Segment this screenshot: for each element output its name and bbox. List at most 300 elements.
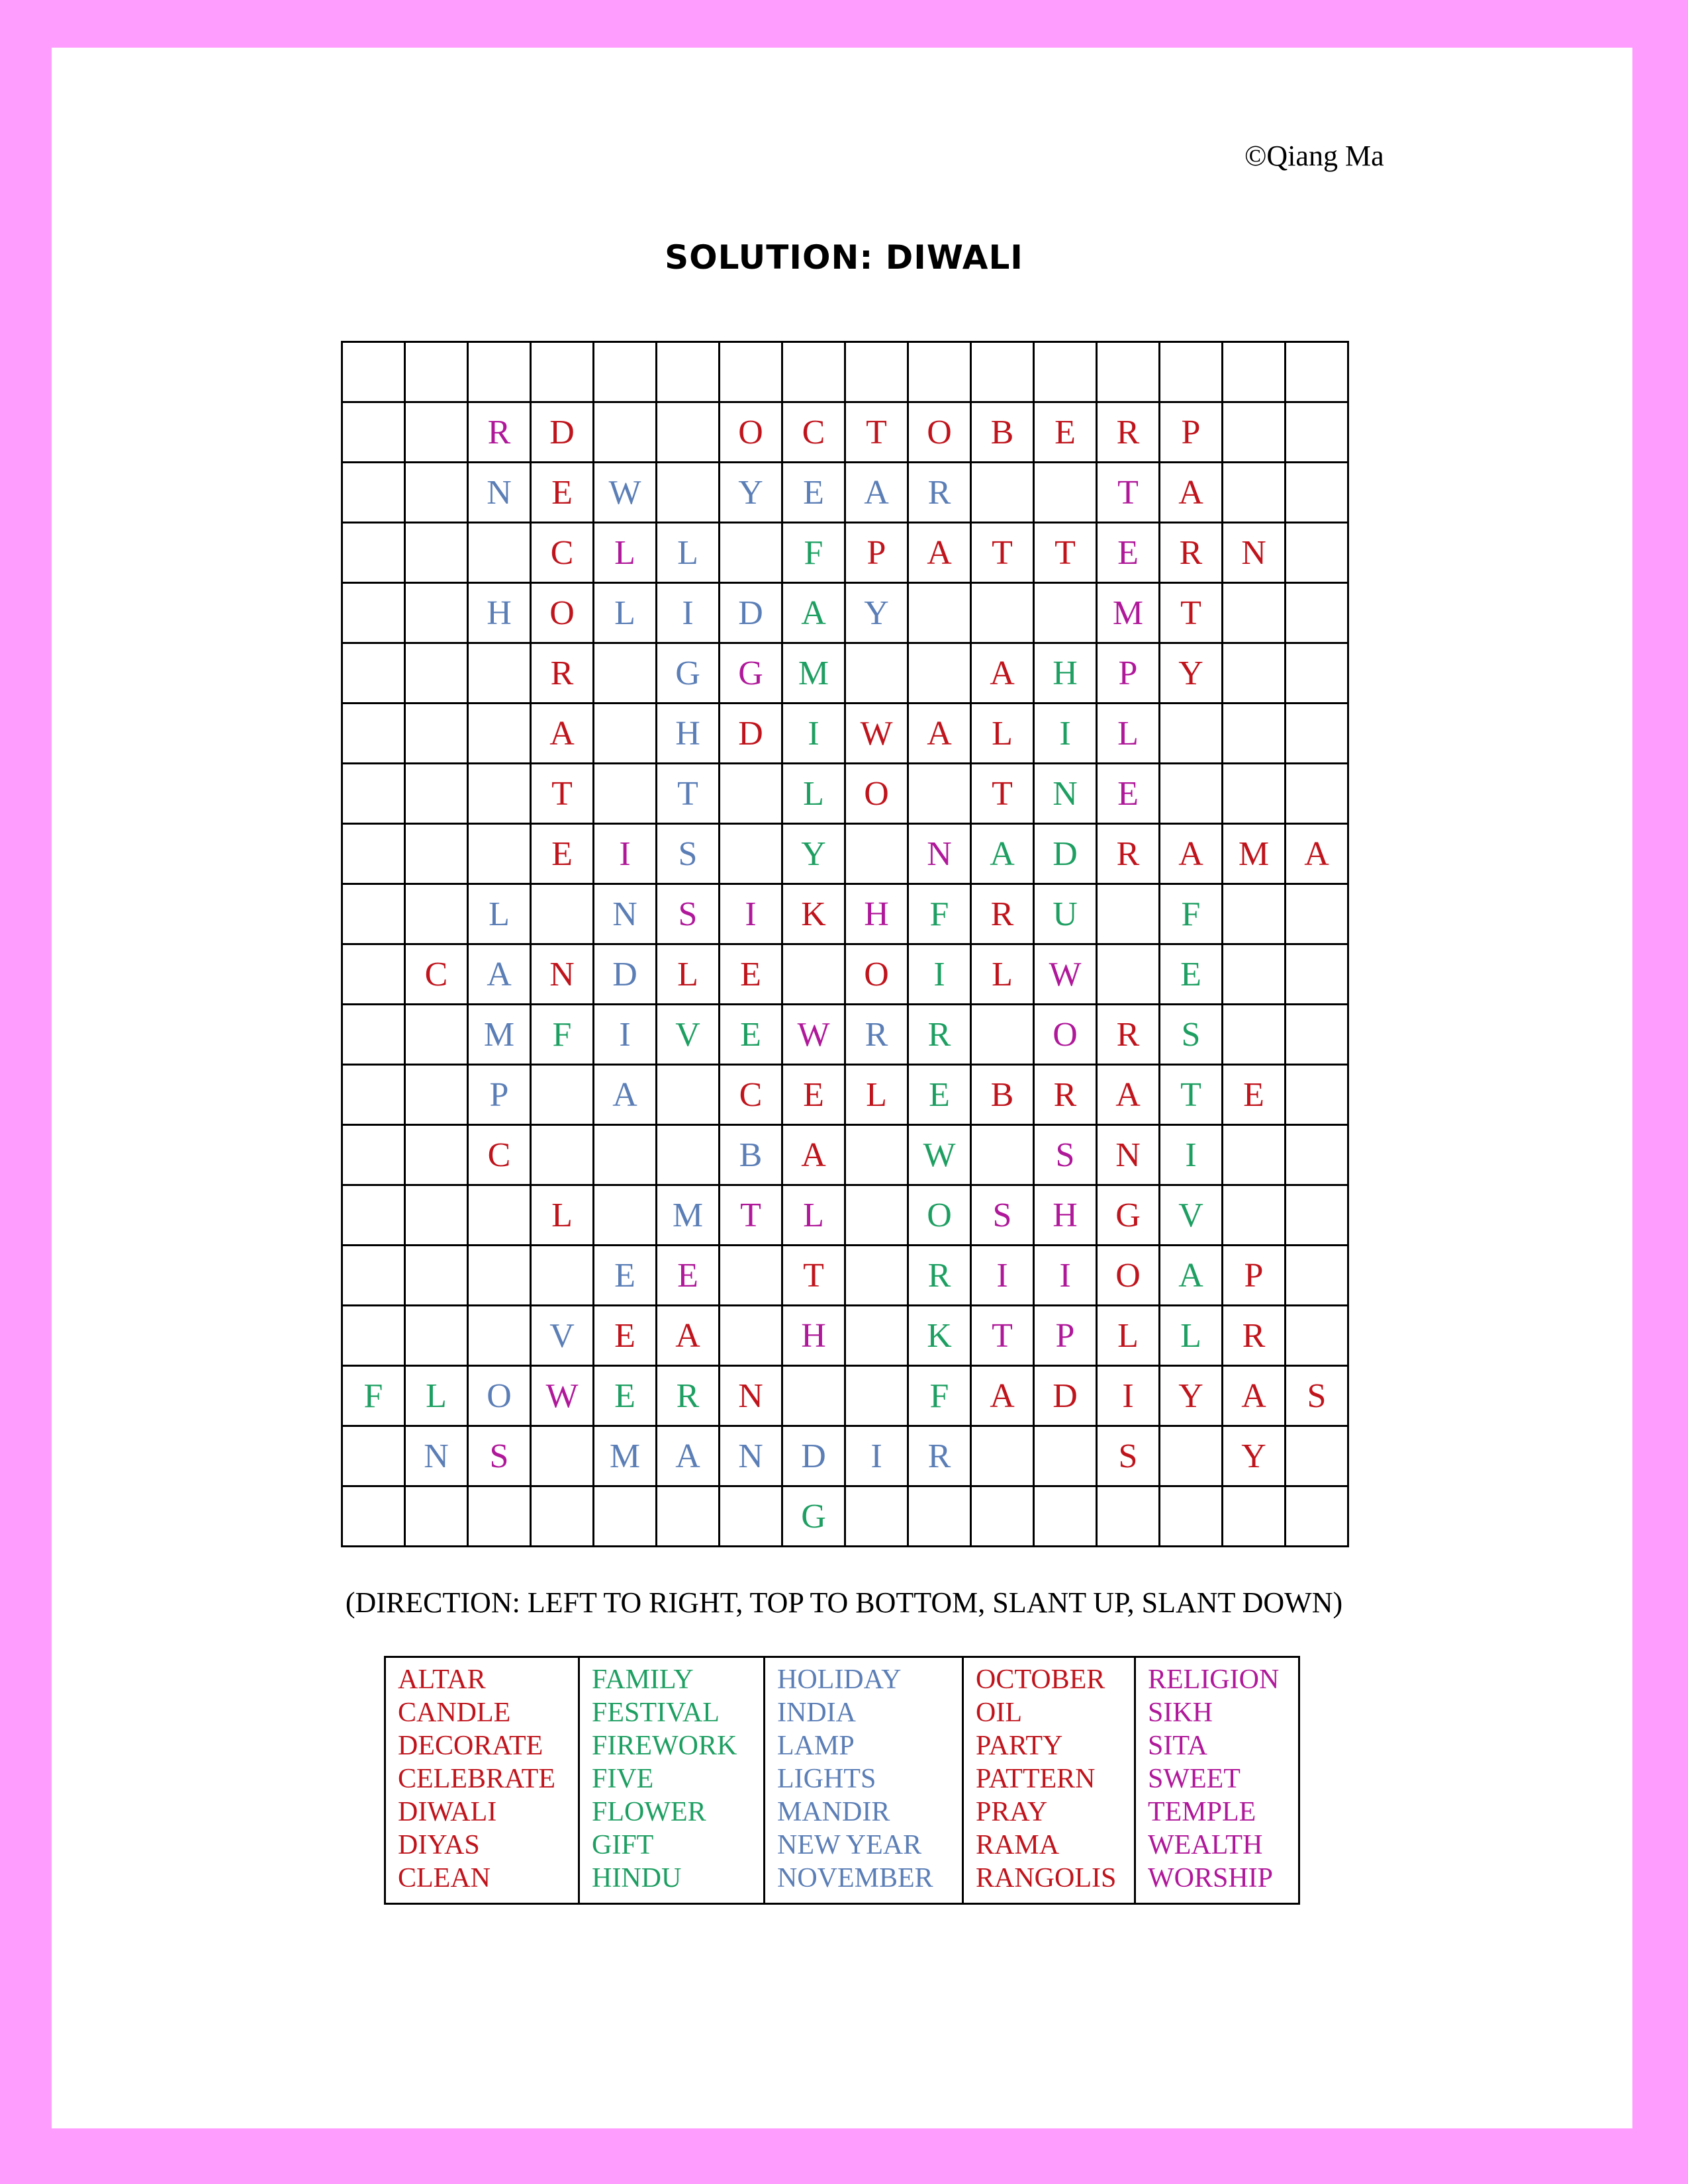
grid-cell: [1034, 1426, 1097, 1486]
grid-cell: Y: [720, 463, 782, 523]
grid-cell: [845, 643, 908, 704]
grid-cell: [405, 342, 468, 402]
grid-row: [342, 643, 1348, 704]
grid-row: [342, 1366, 1348, 1426]
grid-cell: O: [908, 402, 971, 463]
grid-cell: F: [782, 523, 845, 583]
grid-cell: [1286, 402, 1348, 463]
grid-cell: M: [594, 1426, 657, 1486]
grid-cell: S: [468, 1426, 531, 1486]
word-list-item: HINDU: [592, 1863, 682, 1893]
grid-cell: [1223, 704, 1286, 764]
grid-cell: A: [1286, 824, 1348, 884]
grid-cell: L: [971, 704, 1034, 764]
grid-cell: [342, 643, 405, 704]
grid-cell: [405, 824, 468, 884]
grid-cell: [1223, 402, 1286, 463]
grid-cell: B: [971, 1065, 1034, 1125]
grid-cell: [720, 1486, 782, 1547]
grid-cell: R: [1097, 402, 1160, 463]
grid-cell: S: [1097, 1426, 1160, 1486]
grid-cell: T: [1097, 463, 1160, 523]
grid-cell: [908, 1486, 971, 1547]
grid-cell: E: [782, 463, 845, 523]
grid-cell: [1160, 342, 1223, 402]
word-list-item: PARTY: [976, 1731, 1063, 1761]
grid-cell: [594, 704, 657, 764]
grid-cell: [908, 583, 971, 643]
word-list-item: FESTIVAL: [592, 1698, 720, 1728]
grid-cell: [720, 824, 782, 884]
word-list-item: SIKH: [1148, 1698, 1213, 1728]
grid-cell: [971, 1005, 1034, 1065]
grid-row: [342, 824, 1348, 884]
grid-cell: R: [845, 1005, 908, 1065]
grid-cell: [782, 944, 845, 1005]
word-list-item: RANGOLIS: [976, 1863, 1117, 1893]
grid-cell: O: [908, 1185, 971, 1246]
word-list-item: FIVE: [592, 1764, 654, 1794]
grid-cell: [405, 1306, 468, 1366]
word-list-item: RAMA: [976, 1830, 1060, 1860]
grid-cell: D: [782, 1426, 845, 1486]
grid-cell: F: [908, 884, 971, 944]
grid-cell: E: [908, 1065, 971, 1125]
grid-cell: E: [1097, 764, 1160, 824]
word-list-item: FLOWER: [592, 1797, 706, 1827]
grid-cell: M: [782, 643, 845, 704]
grid-cell: A: [657, 1426, 720, 1486]
grid-cell: [531, 1065, 594, 1125]
grid-cell: [405, 1185, 468, 1246]
grid-cell: [342, 944, 405, 1005]
grid-cell: [971, 583, 1034, 643]
grid-cell: [1034, 463, 1097, 523]
grid-cell: [531, 1486, 594, 1547]
grid-cell: A: [908, 523, 971, 583]
grid-cell: N: [468, 463, 531, 523]
word-list-item: MANDIR: [777, 1797, 890, 1827]
grid-cell: [405, 1125, 468, 1185]
grid-cell: R: [908, 463, 971, 523]
grid-cell: [971, 1125, 1034, 1185]
word-list-item: CELEBRATE: [398, 1764, 555, 1794]
grid-cell: [342, 1486, 405, 1547]
grid-cell: W: [782, 1005, 845, 1065]
grid-cell: Y: [845, 583, 908, 643]
grid-cell: [405, 1486, 468, 1547]
grid-cell: [657, 1125, 720, 1185]
grid-cell: [1034, 1486, 1097, 1547]
grid-cell: K: [908, 1306, 971, 1366]
grid-cell: E: [1097, 523, 1160, 583]
grid-cell: [1223, 1125, 1286, 1185]
grid-cell: [342, 463, 405, 523]
grid-cell: [782, 1366, 845, 1426]
grid-row: [342, 884, 1348, 944]
grid-cell: E: [531, 463, 594, 523]
grid-cell: [342, 1065, 405, 1125]
word-list-item: ALTAR: [398, 1664, 486, 1695]
grid-cell: A: [1160, 463, 1223, 523]
grid-cell: S: [1034, 1125, 1097, 1185]
grid-cell: W: [845, 704, 908, 764]
grid-cell: [1286, 1246, 1348, 1306]
grid-cell: [1034, 583, 1097, 643]
grid-cell: [720, 342, 782, 402]
grid-cell: [342, 824, 405, 884]
grid-cell: [1160, 1426, 1223, 1486]
grid-cell: V: [1160, 1185, 1223, 1246]
grid-cell: [594, 643, 657, 704]
grid-cell: [720, 1306, 782, 1366]
grid-cell: I: [1034, 1246, 1097, 1306]
grid-cell: N: [720, 1366, 782, 1426]
grid-cell: L: [1097, 1306, 1160, 1366]
grid-cell: T: [1034, 523, 1097, 583]
grid-cell: [657, 1065, 720, 1125]
grid-cell: R: [971, 884, 1034, 944]
grid-cell: N: [1223, 523, 1286, 583]
grid-cell: L: [971, 944, 1034, 1005]
grid-row: [342, 523, 1348, 583]
grid-cell: N: [1097, 1125, 1160, 1185]
grid-cell: V: [657, 1005, 720, 1065]
grid-cell: L: [1160, 1306, 1223, 1366]
grid-cell: [845, 1185, 908, 1246]
grid-cell: B: [971, 402, 1034, 463]
word-list-item: HOLIDAY: [777, 1664, 902, 1695]
grid-cell: T: [845, 402, 908, 463]
word-list-item: CLEAN: [398, 1863, 491, 1893]
grid-cell: [908, 643, 971, 704]
grid-cell: T: [971, 1306, 1034, 1366]
grid-cell: F: [342, 1366, 405, 1426]
grid-cell: [1097, 884, 1160, 944]
grid-cell: L: [594, 523, 657, 583]
grid-cell: [1286, 643, 1348, 704]
grid-cell: A: [971, 643, 1034, 704]
grid-row: [342, 463, 1348, 523]
grid-cell: Y: [1160, 1366, 1223, 1426]
word-list-item: SITA: [1148, 1731, 1207, 1761]
word-list: [384, 1656, 1300, 1905]
grid-cell: G: [720, 643, 782, 704]
grid-cell: S: [657, 824, 720, 884]
grid-cell: [845, 1306, 908, 1366]
grid-cell: T: [782, 1246, 845, 1306]
grid-cell: [342, 1125, 405, 1185]
grid-cell: I: [782, 704, 845, 764]
grid-cell: P: [845, 523, 908, 583]
grid-cell: [1286, 463, 1348, 523]
grid-cell: [1097, 1486, 1160, 1547]
grid-cell: R: [1160, 523, 1223, 583]
grid-cell: R: [468, 402, 531, 463]
grid-cell: [405, 1065, 468, 1125]
word-list-item: LIGHTS: [777, 1764, 876, 1794]
grid-cell: O: [1097, 1246, 1160, 1306]
grid-cell: V: [531, 1306, 594, 1366]
grid-cell: C: [782, 402, 845, 463]
grid-cell: [1223, 1185, 1286, 1246]
grid-cell: I: [657, 583, 720, 643]
grid-cell: [1223, 583, 1286, 643]
grid-cell: [657, 402, 720, 463]
grid-cell: [657, 1486, 720, 1547]
grid-cell: [342, 342, 405, 402]
grid-cell: O: [845, 764, 908, 824]
grid-cell: [468, 643, 531, 704]
grid-cell: G: [657, 643, 720, 704]
word-list-item: OCTOBER: [976, 1664, 1105, 1695]
grid-cell: E: [720, 944, 782, 1005]
grid-cell: D: [1034, 824, 1097, 884]
grid-cell: M: [1097, 583, 1160, 643]
grid-cell: [405, 463, 468, 523]
grid-cell: H: [845, 884, 908, 944]
grid-cell: [1286, 1125, 1348, 1185]
grid-cell: E: [1160, 944, 1223, 1005]
grid-row: [342, 944, 1348, 1005]
grid-cell: A: [845, 463, 908, 523]
grid-cell: N: [1034, 764, 1097, 824]
grid-cell: [720, 764, 782, 824]
grid-cell: [1286, 523, 1348, 583]
grid-cell: [405, 1005, 468, 1065]
word-list-item: NEW YEAR: [777, 1830, 922, 1860]
grid-row: [342, 402, 1348, 463]
grid-cell: E: [1223, 1065, 1286, 1125]
word-list-column: [1134, 1658, 1298, 1903]
grid-cell: T: [1160, 1065, 1223, 1125]
grid-cell: T: [531, 764, 594, 824]
word-list-item: PATTERN: [976, 1764, 1096, 1794]
word-list-item: DIYAS: [398, 1830, 480, 1860]
grid-row: [342, 764, 1348, 824]
grid-cell: [594, 1486, 657, 1547]
grid-cell: A: [971, 1366, 1034, 1426]
word-list-item: LAMP: [777, 1731, 855, 1761]
grid-cell: [468, 342, 531, 402]
grid-cell: T: [971, 523, 1034, 583]
grid-cell: [594, 764, 657, 824]
word-list-item: TEMPLE: [1148, 1797, 1256, 1827]
word-list-item: WEALTH: [1148, 1830, 1263, 1860]
grid-cell: R: [1097, 1005, 1160, 1065]
grid-cell: [342, 704, 405, 764]
grid-cell: A: [1097, 1065, 1160, 1125]
grid-cell: [342, 523, 405, 583]
grid-cell: Y: [1223, 1426, 1286, 1486]
grid-cell: [531, 1246, 594, 1306]
grid-cell: S: [657, 884, 720, 944]
grid-cell: L: [1097, 704, 1160, 764]
grid-cell: I: [594, 1005, 657, 1065]
grid-cell: [531, 1125, 594, 1185]
grid-cell: [845, 824, 908, 884]
grid-cell: M: [468, 1005, 531, 1065]
grid-cell: C: [720, 1065, 782, 1125]
grid-cell: [971, 342, 1034, 402]
grid-cell: I: [908, 944, 971, 1005]
grid-cell: [1286, 764, 1348, 824]
word-list-column: [763, 1658, 962, 1903]
grid-cell: [405, 1246, 468, 1306]
grid-cell: M: [657, 1185, 720, 1246]
grid-cell: [845, 1246, 908, 1306]
grid-cell: R: [908, 1246, 971, 1306]
grid-row: [342, 1486, 1348, 1547]
grid-cell: T: [657, 764, 720, 824]
grid-cell: G: [1097, 1185, 1160, 1246]
grid-cell: R: [531, 643, 594, 704]
grid-row: [342, 1065, 1348, 1125]
grid-cell: [971, 463, 1034, 523]
grid-cell: P: [1097, 643, 1160, 704]
grid-cell: S: [1286, 1366, 1348, 1426]
grid-cell: [468, 1246, 531, 1306]
grid-cell: D: [720, 583, 782, 643]
grid-cell: [1223, 463, 1286, 523]
grid-cell: [342, 583, 405, 643]
grid-cell: R: [908, 1426, 971, 1486]
grid-cell: [845, 1125, 908, 1185]
grid-cell: L: [657, 944, 720, 1005]
grid-cell: H: [657, 704, 720, 764]
grid-cell: I: [971, 1246, 1034, 1306]
grid-cell: [342, 402, 405, 463]
grid-cell: Y: [1160, 643, 1223, 704]
grid-cell: [594, 342, 657, 402]
grid-cell: [1223, 944, 1286, 1005]
grid-cell: R: [908, 1005, 971, 1065]
word-list-column: [962, 1658, 1134, 1903]
grid-cell: [1097, 944, 1160, 1005]
grid-cell: [908, 764, 971, 824]
grid-cell: N: [405, 1426, 468, 1486]
grid-cell: K: [782, 884, 845, 944]
grid-cell: I: [1034, 704, 1097, 764]
grid-cell: [531, 1426, 594, 1486]
grid-cell: F: [1160, 884, 1223, 944]
grid-cell: [405, 583, 468, 643]
grid-cell: P: [1160, 402, 1223, 463]
grid-cell: R: [1223, 1306, 1286, 1366]
grid-cell: R: [1097, 824, 1160, 884]
grid-cell: P: [468, 1065, 531, 1125]
grid-cell: P: [1223, 1246, 1286, 1306]
word-list-item: SWEET: [1148, 1764, 1241, 1794]
grid-cell: [1286, 1426, 1348, 1486]
grid-cell: O: [1034, 1005, 1097, 1065]
grid-cell: [720, 1246, 782, 1306]
grid-cell: U: [1034, 884, 1097, 944]
grid-cell: L: [657, 523, 720, 583]
grid-cell: I: [1097, 1366, 1160, 1426]
grid-cell: A: [908, 704, 971, 764]
grid-row: [342, 1005, 1348, 1065]
grid-cell: E: [657, 1246, 720, 1306]
grid-cell: F: [531, 1005, 594, 1065]
word-list-item: INDIA: [777, 1698, 856, 1728]
grid-cell: S: [1160, 1005, 1223, 1065]
grid-cell: N: [531, 944, 594, 1005]
grid-cell: W: [594, 463, 657, 523]
grid-cell: I: [845, 1426, 908, 1486]
grid-cell: G: [782, 1486, 845, 1547]
grid-cell: [468, 704, 531, 764]
grid-cell: [342, 1426, 405, 1486]
grid-cell: A: [971, 824, 1034, 884]
grid-cell: [1286, 1185, 1348, 1246]
grid-cell: [405, 764, 468, 824]
grid-cell: [657, 463, 720, 523]
grid-cell: E: [594, 1366, 657, 1426]
grid-cell: A: [1160, 1246, 1223, 1306]
grid-cell: A: [782, 1125, 845, 1185]
grid-cell: [342, 1306, 405, 1366]
grid-cell: [720, 523, 782, 583]
copyright: ©Qiang Ma: [1244, 140, 1384, 172]
grid-cell: D: [531, 402, 594, 463]
grid-cell: E: [531, 824, 594, 884]
grid-cell: [1097, 342, 1160, 402]
grid-cell: C: [468, 1125, 531, 1185]
grid-cell: H: [1034, 643, 1097, 704]
grid-row: [342, 342, 1348, 402]
grid-cell: [845, 1366, 908, 1426]
grid-cell: [405, 884, 468, 944]
grid-cell: W: [1034, 944, 1097, 1005]
grid-cell: A: [657, 1306, 720, 1366]
grid-cell: N: [908, 824, 971, 884]
grid-cell: O: [468, 1366, 531, 1426]
grid-cell: [1286, 1486, 1348, 1547]
grid-cell: [657, 342, 720, 402]
grid-cell: E: [782, 1065, 845, 1125]
grid-cell: A: [782, 583, 845, 643]
grid-cell: C: [405, 944, 468, 1005]
grid-cell: T: [1160, 583, 1223, 643]
grid-cell: [845, 342, 908, 402]
grid-cell: O: [845, 944, 908, 1005]
grid-cell: A: [1160, 824, 1223, 884]
grid-cell: [1223, 1486, 1286, 1547]
grid-cell: A: [468, 944, 531, 1005]
word-list-item: WORSHIP: [1148, 1863, 1274, 1893]
grid-row: [342, 1306, 1348, 1366]
word-list-column: [578, 1658, 763, 1903]
grid-cell: L: [782, 1185, 845, 1246]
grid-cell: [782, 342, 845, 402]
grid-cell: H: [468, 583, 531, 643]
grid-cell: [342, 1005, 405, 1065]
grid-cell: [594, 1185, 657, 1246]
grid-cell: [405, 402, 468, 463]
grid-cell: E: [1034, 402, 1097, 463]
page-title: SOLUTION: DIWALI: [665, 238, 1023, 277]
word-list-item: FIREWORK: [592, 1731, 737, 1761]
grid-cell: [1286, 704, 1348, 764]
direction-note: (DIRECTION: LEFT TO RIGHT, TOP TO BOTTOM, SLANT UP, SLANT DOWN): [345, 1586, 1343, 1619]
grid-cell: N: [594, 884, 657, 944]
grid-cell: D: [594, 944, 657, 1005]
grid-cell: [1286, 884, 1348, 944]
grid-cell: [468, 1306, 531, 1366]
grid-cell: E: [720, 1005, 782, 1065]
grid-cell: A: [594, 1065, 657, 1125]
